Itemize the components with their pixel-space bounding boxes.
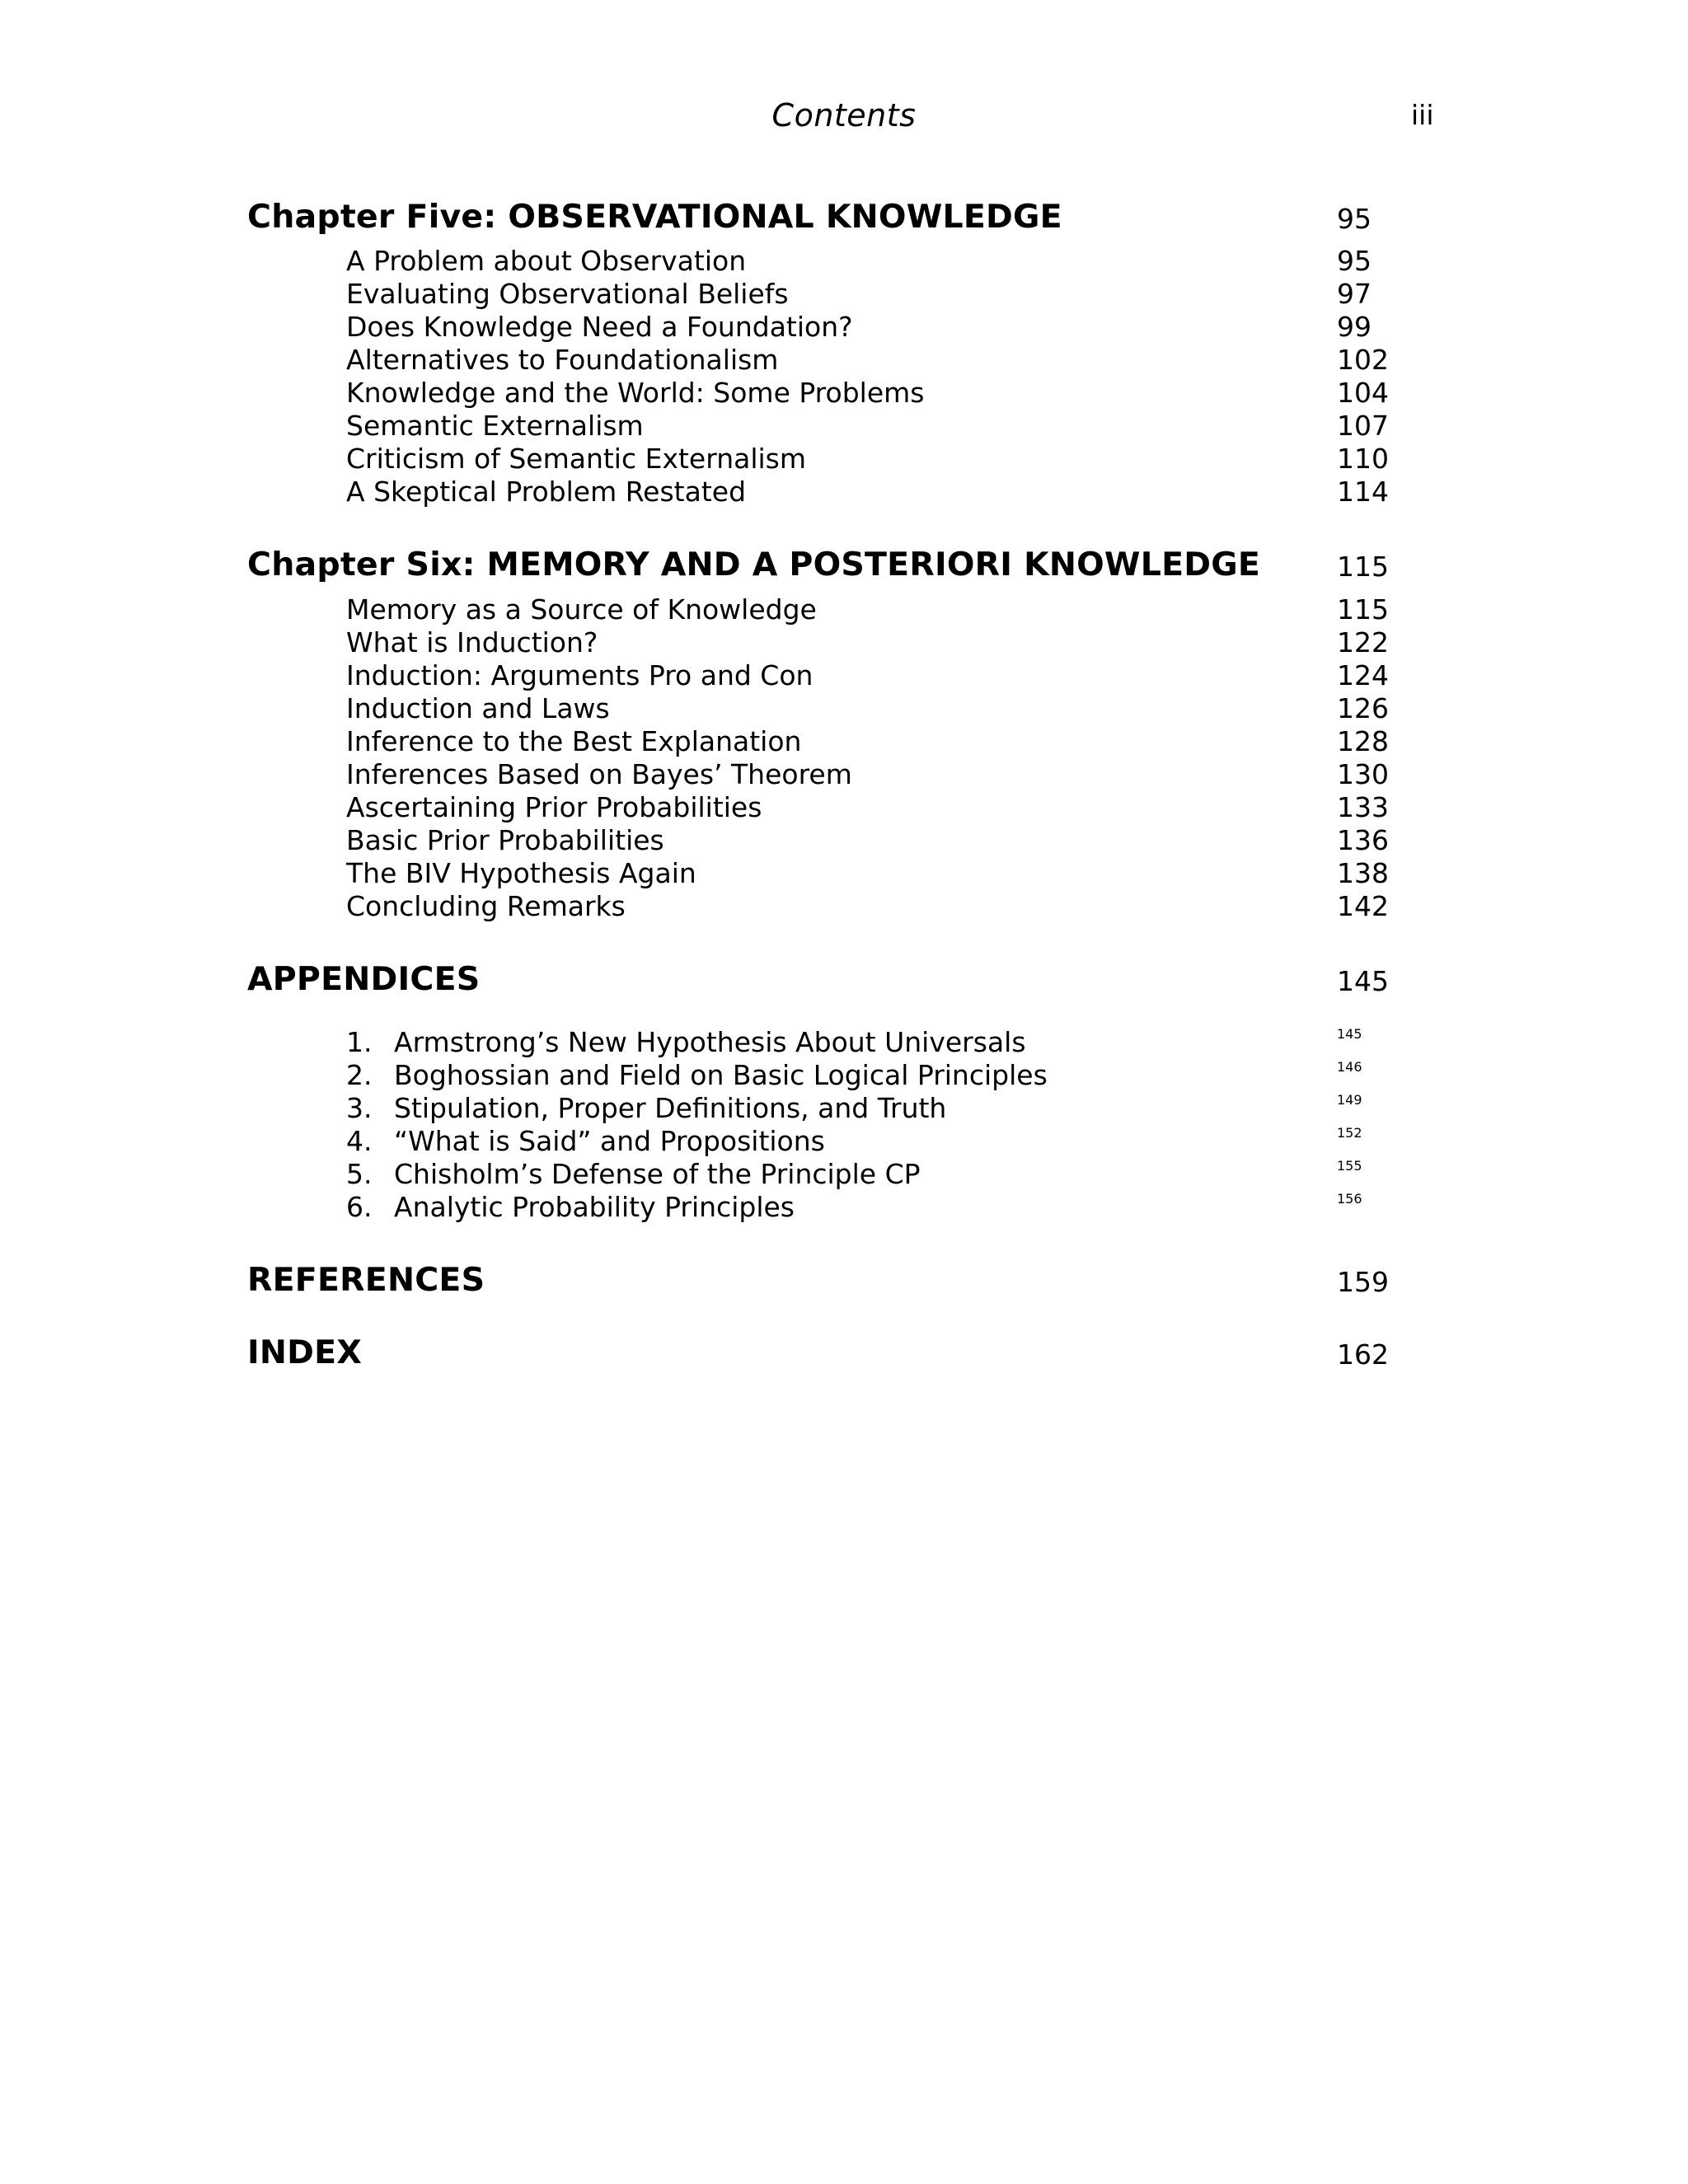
appendix-page: 155 (1337, 1158, 1362, 1174)
chapter-six-heading[interactable] (0, 546, 1688, 587)
toc-entry-title: The BIV Hypothesis Again (346, 857, 696, 889)
toc-entry-page: 133 (1337, 791, 1389, 823)
appendix-number: 3. (346, 1092, 373, 1124)
toc-entry-page: 107 (1337, 410, 1389, 442)
toc-entry-title: Knowledge and the World: Some Problems (346, 377, 925, 409)
toc-entry-title: Does Knowledge Need a Foundation? (346, 311, 853, 343)
appendix-page: 156 (1337, 1191, 1362, 1207)
appendix-title: Chisholm’s Defense of the Principle CP (394, 1158, 921, 1190)
toc-entry-page: 95 (1337, 245, 1372, 277)
chapter-page: 95 (1337, 203, 1372, 235)
chapter-title: Chapter Six: MEMORY AND A POSTERIORI KNOWLEDGE (247, 546, 1261, 583)
toc-entry-title: Basic Prior Probabilities (346, 824, 664, 856)
toc-entry-title: Concluding Remarks (346, 890, 626, 922)
section-title: APPENDICES (247, 960, 481, 998)
toc-entry-title: Evaluating Observational Beliefs (346, 278, 789, 310)
toc-entry-title: Induction and Laws (346, 692, 610, 724)
toc-entry-page: 126 (1337, 692, 1389, 724)
appendix-title: Boghossian and Field on Basic Logical Principles (394, 1059, 1048, 1091)
toc-entry-title: Semantic Externalism (346, 410, 644, 442)
toc-entry-title: Criticism of Semantic Externalism (346, 443, 807, 475)
running-head: Contents (771, 97, 917, 134)
section-title: REFERENCES (247, 1261, 485, 1299)
appendix-number: 2. (346, 1059, 373, 1091)
toc-entry-page: 104 (1337, 377, 1389, 409)
appendices-heading[interactable] (0, 960, 1688, 1001)
appendix-title: Stipulation, Proper Definitions, and Truth (394, 1092, 947, 1124)
toc-entry-title: Inferences Based on Bayes’ Theorem (346, 758, 852, 790)
chapter-page: 115 (1337, 551, 1389, 583)
appendix-number: 1. (346, 1026, 373, 1058)
toc-entry-page: 128 (1337, 725, 1389, 757)
toc-entry-page: 138 (1337, 857, 1389, 889)
toc-entry-page: 115 (1337, 593, 1389, 626)
toc-entry-page: 122 (1337, 626, 1389, 658)
toc-entry-page: 97 (1337, 278, 1372, 310)
appendix-number: 6. (346, 1191, 373, 1223)
section-page: 162 (1337, 1338, 1389, 1371)
section-title: INDEX (247, 1333, 362, 1371)
toc-entry-page: 102 (1337, 344, 1389, 376)
toc-entry[interactable] (0, 476, 1688, 517)
toc-entry-title: Inference to the Best Explanation (346, 725, 802, 757)
appendix-title: Analytic Probability Principles (394, 1191, 795, 1223)
toc-entry-title: Alternatives to Foundationalism (346, 344, 779, 376)
toc-entry-title: A Skeptical Problem Restated (346, 476, 747, 508)
toc-entry-title: Memory as a Source of Knowledge (346, 593, 817, 626)
section-page: 159 (1337, 1266, 1389, 1298)
section-page: 145 (1337, 965, 1389, 997)
toc-entry-title: What is Induction? (346, 626, 598, 658)
chapter-five-heading[interactable] (0, 198, 1688, 239)
appendix-page: 146 (1337, 1059, 1362, 1075)
chapter-title: Chapter Five: OBSERVATIONAL KNOWLEDGE (247, 198, 1062, 236)
toc-entry-page: 110 (1337, 443, 1389, 475)
toc-entry-page: 142 (1337, 890, 1389, 922)
appendix-number: 4. (346, 1125, 373, 1157)
toc-entry[interactable] (0, 890, 1688, 931)
toc-entry-title: Induction: Arguments Pro and Con (346, 659, 814, 691)
toc-entry-page: 130 (1337, 758, 1389, 790)
toc-entry-title: A Problem about Observation (346, 245, 747, 277)
index-heading[interactable] (0, 1333, 1688, 1375)
appendix-page: 145 (1337, 1026, 1362, 1042)
page-number: iii (1411, 99, 1434, 131)
references-heading[interactable] (0, 1261, 1688, 1302)
appendix-page: 152 (1337, 1125, 1362, 1141)
appendix-page: 149 (1337, 1092, 1362, 1108)
appendix-title: “What is Said” and Propositions (394, 1125, 825, 1157)
appendix-title: Armstrong’s New Hypothesis About Universals (394, 1026, 1026, 1058)
toc-entry-page: 114 (1337, 476, 1389, 508)
toc-entry-page: 124 (1337, 659, 1389, 691)
toc-entry-title: Ascertaining Prior Probabilities (346, 791, 762, 823)
appendix-number: 5. (346, 1158, 373, 1190)
toc-entry-page: 136 (1337, 824, 1389, 856)
toc-entry-page: 99 (1337, 311, 1372, 343)
appendix-entry[interactable] (0, 1191, 1688, 1232)
